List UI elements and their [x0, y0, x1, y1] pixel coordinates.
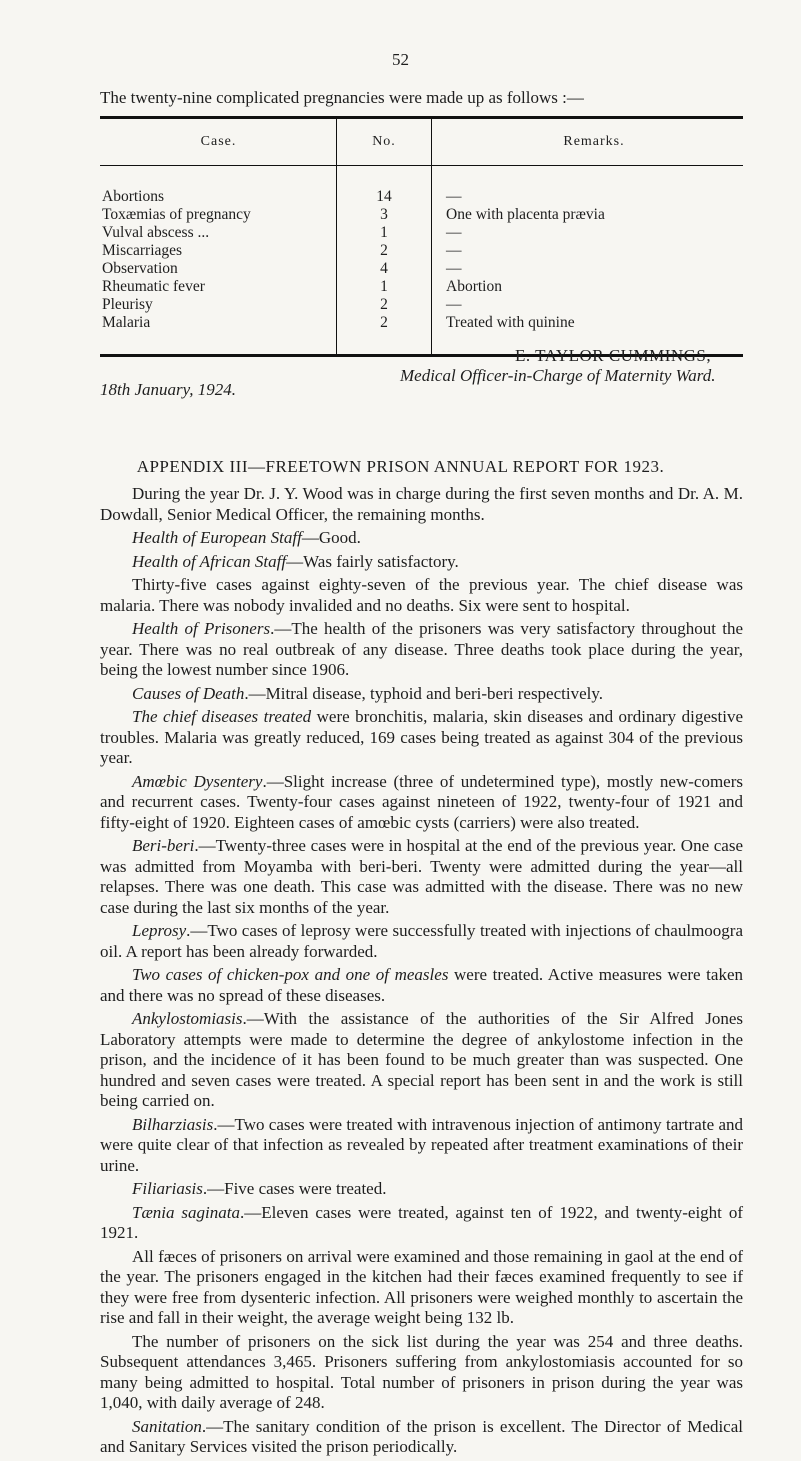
paragraph-heading: Tænia saginata [132, 1202, 240, 1222]
paragraph-text: were treated. Active measures were taken and there was no spread of these diseases. [100, 965, 743, 1005]
row-no: 2 [337, 296, 432, 314]
table-row [100, 278, 743, 296]
paragraph-heading: Sanitation [132, 1416, 202, 1436]
paragraph-heading: Health of African Staff [132, 551, 287, 571]
row-remarks: Abortion [446, 278, 502, 295]
signature-name: E. TAYLOR CUMMINGS, [515, 346, 712, 365]
paragraph [100, 836, 743, 918]
intro-text: The twenty-nine complicated pregnancies were made up as follows :— [100, 88, 584, 107]
paragraph-text: Thirty-five cases against eighty-seven of the previous year. The chief disease was malaria. There was nobody invalided and no deaths. Six were sent to hospital. [100, 575, 743, 615]
paragraph [100, 484, 743, 525]
row-case: Miscarriages [102, 242, 183, 259]
row-remarks: — [446, 188, 462, 205]
row-case: Toxæmias of pregnancy [102, 206, 251, 223]
paragraph [100, 707, 743, 769]
paragraph-heading: Beri-beri [132, 836, 195, 855]
paragraph-heading: Two cases of chicken-pox and one of measles [132, 965, 449, 984]
row-remarks: — [446, 242, 462, 259]
table-row [100, 206, 743, 224]
row-no: 3 [337, 206, 432, 224]
paragraph-heading: Leprosy [132, 921, 187, 940]
paragraph-text: .—Eleven cases were treated, against ten of 1922, and twenty-eight of 1921. [100, 1202, 743, 1242]
paragraph-text: .—Twenty-three cases were in hospital at the end of the previous year. One case was admitted from Moyamba with beri-beri. Twenty were admitted during the year—all relapses. There was one death. This case was admitted with the disease. There was no new case during the last six months of the year. [100, 836, 743, 917]
paragraph [100, 1332, 743, 1414]
paragraph-heading: Ankylostomiasis [132, 1009, 243, 1028]
paragraph-text: .—The sanitary condition of the prison is excellent. The Director of Medical and Sanitary Services visited the prison periodically. [100, 1416, 743, 1456]
paragraph [100, 575, 743, 616]
paragraph [100, 552, 743, 573]
table-row [100, 166, 743, 207]
paragraph [100, 1009, 743, 1112]
paragraph [100, 619, 743, 681]
table-row [100, 296, 743, 314]
paragraph [100, 1417, 743, 1458]
table-header-row [100, 118, 743, 166]
paragraph-heading: Health of European Staff [132, 528, 302, 547]
signature-title: Medical Officer-in-Charge of Maternity Ward. [400, 366, 716, 385]
paragraph-text: .—Two cases were treated with intravenous injection of antimony tartrate and were quite clear of that infection as revealed by repeated after treatment examinations of their urine. [100, 1114, 743, 1175]
complications-table [100, 116, 743, 357]
row-case: Malaria [102, 314, 151, 331]
paragraph-text: .—With the assistance of the authorities of the Sir Alfred Jones Laboratory attempts were made to determine the degree of ankylostome infection in the prison, and the incidence of it has been found to be much greater than was suspected. One hundred and seven cases were treated. A special report has been sent in and the work is still being carried on. [100, 1009, 743, 1110]
signature-date: 18th January, 1924. [100, 380, 236, 399]
row-remarks: — [446, 260, 462, 277]
table-row [100, 260, 743, 278]
row-remarks: — [446, 296, 462, 313]
paragraph [100, 1247, 743, 1329]
row-no: 4 [337, 260, 432, 278]
paragraph-text: .—Slight increase (three of undetermined type), mostly new-comers and recurrent cases. Twenty-four cases against nineteen of 1922, twenty-four of 1921 and fifty-eight of 1920. Eighteen cases of amœbic cysts (carriers) were also treated. [100, 771, 744, 832]
paragraph-text: —Was fairly satisfactory. [286, 551, 459, 571]
paragraph-text: During the year Dr. J. Y. Wood was in charge during the first seven months and Dr. A. M. Dowdall, Senior Medical Officer, the remaining months. [100, 484, 743, 524]
paragraph [100, 772, 743, 834]
row-no: 1 [337, 224, 432, 242]
header-no: No. [337, 118, 432, 166]
row-case: Pleurisy [102, 296, 153, 313]
paragraph [100, 684, 743, 705]
paragraph-heading: Bilharziasis [132, 1114, 214, 1134]
table-row [100, 242, 743, 260]
row-no: 2 [337, 242, 432, 260]
row-no: 2 [337, 314, 432, 356]
appendix-title: APPENDIX III—FREETOWN PRISON ANNUAL REPORT FOR 1923. [136, 457, 665, 476]
row-remarks: — [446, 224, 462, 241]
row-case: Observation [102, 260, 178, 277]
paragraph-heading: The chief diseases treated [132, 707, 312, 726]
table-row [100, 224, 743, 242]
paragraph-text: .—The health of the prisoners was very satisfactory throughout the year. There was no real outbreak of any disease. Three deaths took place during the year, being the lowest number since 1906. [100, 619, 743, 679]
paragraph-text: were bronchitis, malaria, skin diseases and ordinary digestive troubles. Malaria was greatly reduced, 169 cases being treated as against 304 of the previous year. [100, 707, 743, 767]
paragraph-heading: Filiariasis [132, 1179, 203, 1198]
paragraph-heading: Health of Prisoners [132, 619, 271, 638]
row-no: 1 [337, 278, 432, 296]
paragraph-heading: Causes of Death [132, 683, 245, 703]
row-case: Rheumatic fever [102, 278, 205, 295]
row-remarks: One with placenta prævia [446, 206, 605, 223]
paragraph [100, 528, 743, 549]
row-case: Vulval abscess ... [102, 224, 210, 241]
paragraph-text: .—Mitral disease, typhoid and beri-beri respectively. [244, 683, 604, 703]
page-number: 52 [392, 50, 409, 69]
header-remarks: Remarks. [563, 134, 625, 149]
paragraph-text: All fæces of prisoners on arrival were examined and those remaining in gaol at the end of the year. The prisoners engaged in the kitchen had their fæces examined frequently to see if they were free from dysenteric infection. All prisoners were weighed monthly to ascertain the rise and fall in their weight, the average weight being 132 lb. [100, 1246, 743, 1327]
paragraph-text: .—Five cases were treated. [202, 1179, 387, 1198]
paragraph [100, 1203, 743, 1244]
row-remarks: Treated with quinine [446, 314, 575, 331]
paragraph [100, 965, 743, 1006]
paragraph [100, 1179, 743, 1200]
row-no: 14 [337, 166, 432, 207]
paragraph-text: —Good. [301, 528, 361, 547]
paragraph-text: .—Two cases of leprosy were successfully treated with injections of chaulmoogra oil. A report has been already forwarded. [100, 921, 743, 961]
header-case: Case. [200, 134, 237, 149]
paragraph-heading: Amœbic Dysentery [132, 771, 263, 791]
paragraph-text: The number of prisoners on the sick list during the year was 254 and three deaths. Subsequent attendances 3,465. Prisoners suffering from ankylostomiasis accounted for so many being admitted to hospital. Total number of prisoners in prison during the year was 1,040, with daily average of 248. [100, 1331, 743, 1412]
paragraph [100, 1115, 743, 1177]
paragraph [100, 921, 743, 962]
report-body [100, 484, 743, 1461]
row-case: Abortions [102, 188, 164, 205]
